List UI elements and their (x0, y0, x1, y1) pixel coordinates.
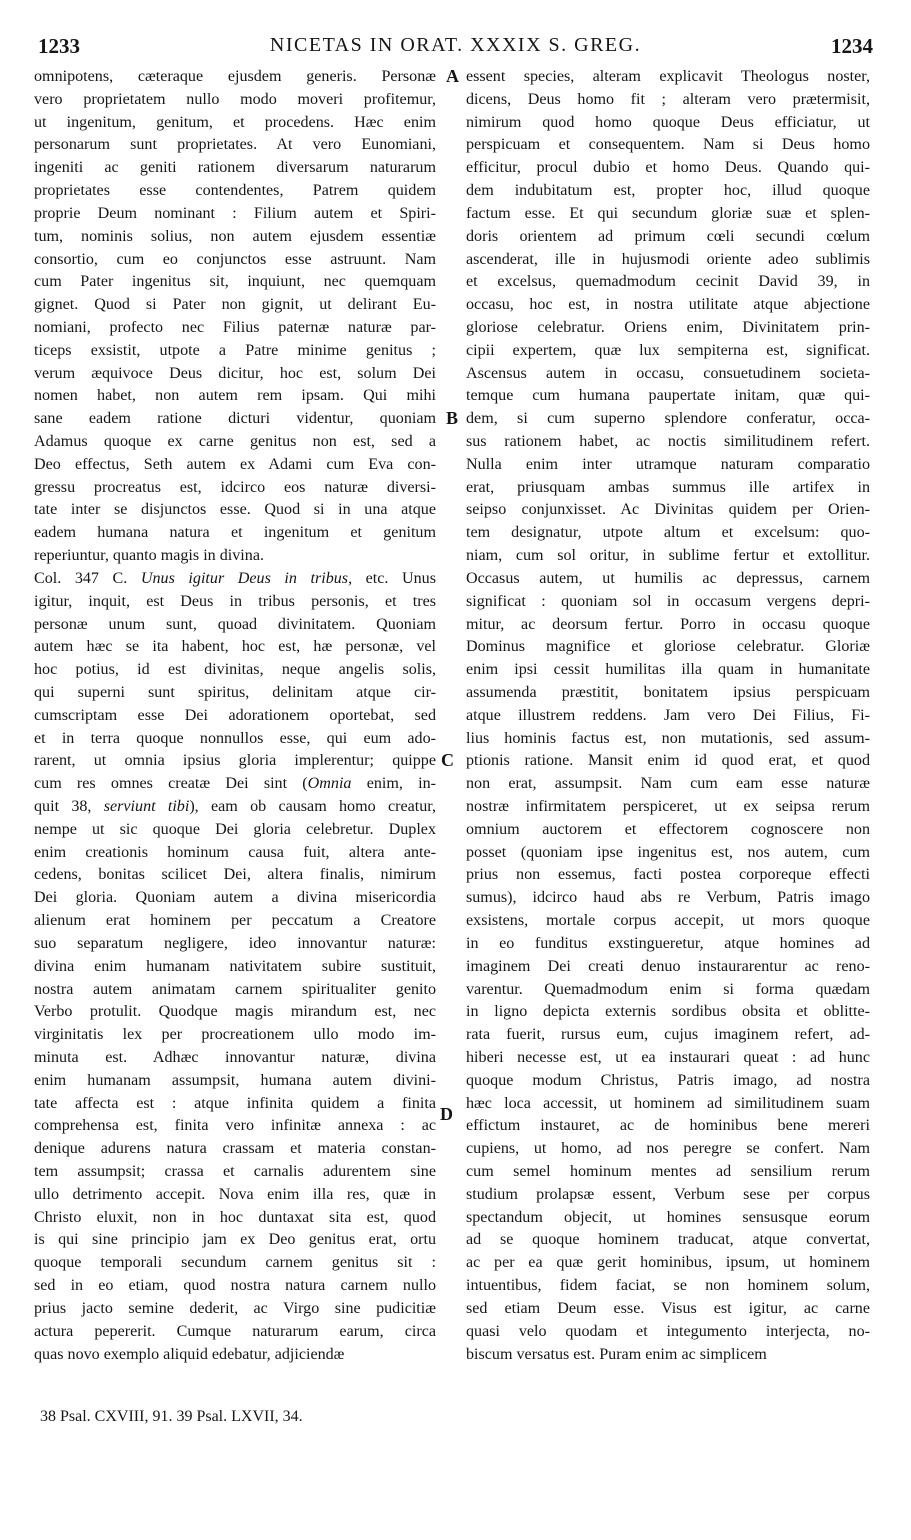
text-line: quasi velo quodam et integumento interjecta, no- (466, 1322, 870, 1340)
text-line: prius jacto semine dederit, ac Virgo sine pudicitiæ (34, 1299, 436, 1317)
text-line: essent species, alteram explicavit Theologus noster, (466, 68, 870, 85)
text-line: ullo detrimento accepit. Nova enim illa res, quæ in (34, 1185, 436, 1203)
margin-marker-c: C (441, 750, 454, 770)
left-column (34, 66, 436, 1366)
text-line: et in terra quoque nonnullos esse, qui eum ado- (34, 729, 436, 747)
text-line: personæ unum sunt, quoad divinitatem. Quoniam (34, 615, 436, 633)
text-line: hoc potius, id est divinitas, neque angelis solis, (34, 661, 436, 679)
text-line: dicens, Deus homo fit ; alteram vero prætermisit, (466, 90, 870, 108)
text-line: minuta est. Adhæc innovantur naturæ, divina (34, 1048, 436, 1066)
text-line: seipso conjunxisset. Ac Divinitas quidem per Orien- (466, 501, 870, 519)
text-line: divina enim humanam nativitatem subire sustituit, (34, 957, 436, 975)
text-line: sane eadem ratione dicturi videntur, quoniam (34, 410, 436, 428)
text-line: tate affecta est : atque infinita quidem a finita (34, 1094, 436, 1112)
text-line: hiberi necesse est, ut ea instaurari queat : ad hunc (466, 1048, 870, 1066)
text-line: enim humanam assumpsit, humana autem divini- (34, 1071, 436, 1089)
text-line: proprie Deum nominant : Filium autem et Spiri- (34, 204, 436, 222)
text-line: rata fuerit, rursus eum, cujus imaginem refert, ad- (466, 1026, 870, 1044)
text-line: qui superni sunt spiritus, delinitam atque cir- (34, 683, 436, 701)
text-line: occasu, hoc est, in nostra utilitate atque abjectione (466, 296, 870, 314)
text-line: quoque temporali secundum carnem genitus sit : (34, 1254, 436, 1272)
text-line: varentur. Quemadmodum enim si forma quædam (466, 980, 870, 998)
text-line: perspicuam et consequentem. Nam si Deus homo (466, 136, 870, 154)
text-line: cipii expertem, quæ lux sempiterna est, significat. (466, 341, 870, 359)
text-line: posset (quoniam ipse ingenitus est, nos autem, cum (466, 843, 870, 861)
running-header (38, 34, 873, 64)
margin-marker-a: A (446, 66, 459, 86)
page-number-left: 1233 (38, 34, 80, 58)
text-line: ingeniti ac geniti rationem diversarum naturarum (34, 159, 436, 177)
text-line: nostra autem animatam carnem spiritualiter genito (34, 980, 436, 998)
text-line: dem indubitatum est, propter hoc, illud quoque (466, 182, 870, 200)
text-line: Christo eluxit, non in hoc duntaxat sita est, quod (34, 1208, 436, 1226)
text-line: quoque modum Christus, Patris imago, ad nostra (466, 1071, 870, 1089)
text-line: verum æquivoce Deus dicitur, hoc est, solum Dei (34, 364, 436, 382)
text-line: enim ipsi cessit humilitas illa quam in humanitate (466, 661, 870, 679)
text-line: Nulla enim inter utramque naturam comparatio (466, 455, 870, 473)
text-line: sed in eo etiam, quod nostra natura carnem nullo (34, 1277, 436, 1295)
text-line: quas novo exemplo aliquid edebatur, adjiciendæ (34, 1345, 345, 1363)
text-line: nempe ut sic quoque Dei gloria celebretur. Duplex (34, 820, 436, 838)
text-line: hæc loca accessit, ut hominem ad similitudinem suam (466, 1094, 870, 1112)
text-line: personarum sunt proprietates. At vero Eunomiani, (34, 136, 436, 154)
text-line: consortio, cum eo conjunctos esse astruunt. Nam (34, 250, 436, 268)
text-line: gressu procreatus est, idcirco eos naturæ diversi- (34, 478, 436, 496)
text-line: Adamus quoque ex carne genitus non est, sed a (34, 433, 436, 450)
text-line: cedens, bonitas scilicet Dei, altera finalis, nimirum (34, 866, 436, 884)
text-line: actura pepererit. Cumque naturarum earum, circa (34, 1322, 436, 1340)
text-line: omnium auctorem et effectorem cognoscere non (466, 820, 870, 838)
text-line: mitur, ac deorsum fertur. Porro in occasu quoque (466, 615, 870, 633)
text-line: non erat, assumpsit. Nam cum eam esse naturæ (466, 775, 870, 793)
margin-marker-d: D (440, 1104, 453, 1124)
text-line: is qui sine principio jam ex Deo genitus erat, ortu (34, 1231, 436, 1249)
text-line: efficitur, procul dubio et homo Deus. Quando qui- (466, 159, 870, 177)
text-line: Ascensus autem in occasu, consuetudinem societa- (466, 364, 870, 382)
text-line: nimirum quod homo quoque Deus efficiatur, ut (466, 113, 870, 131)
text-line: omnipotens, cæteraque ejusdem generis. Personæ (34, 68, 436, 85)
text-line: proprietates esse contendentes, Patrem quidem (34, 182, 436, 200)
text-line: tum, nominis solius, non autem ejusdem essentiæ (34, 227, 436, 245)
text-line: cum Pater ingenitus sit, inquiunt, nec quemquam (34, 273, 436, 291)
text-line: doris orientem ad primum cœli secundi cœlum (466, 227, 870, 245)
page-number-right: 1234 (831, 34, 873, 58)
text-line: virginitatis lex per procreationem ullo modo im- (34, 1026, 436, 1044)
text-line: significat : quoniam sol in occasum vergens depri- (466, 592, 870, 610)
text-line: lius hominis factus est, non mutationis, sed assum- (466, 729, 870, 747)
text-line: cum res omnes creatæ Dei sint (Omnia enim, in- (34, 775, 436, 793)
text-line: cum semel hominum mentes ad sensilium rerum (466, 1163, 870, 1180)
text-line: biscum versatus est. Puram enim ac simplicem (466, 1345, 767, 1363)
text-line: imaginem Dei creati denuo instaurarentur ac reno- (466, 957, 870, 975)
text-line: sus rationem habet, ac noctis similitudinem refert. (466, 433, 870, 450)
text-line: ad se quoque hominem traducat, atque convertat, (466, 1231, 870, 1249)
text-line: effictum instauret, ac de hominibus bene mereri (466, 1117, 870, 1135)
text-line: niam, cum sol oritur, in sublime fertur et extollitur. (466, 547, 870, 565)
right-column (466, 66, 870, 1366)
text-line: studium prolapsæ essent, Verbum sese per corpus (466, 1185, 870, 1203)
text-line: vero proprietatem nullo modo moveri profitemur, (34, 90, 436, 108)
text-line: quit 38, serviunt tibi), eam ob causam homo creatur, (34, 798, 436, 815)
text-line: comprehensa est, finita vero infinitæ annexa : ac (34, 1117, 436, 1135)
text-line: nomen habet, non autem rem ipsam. Qui mihi (34, 387, 436, 405)
text-line: in ligno depicta externis sordibus obsita et oblitte- (466, 1003, 870, 1021)
text-line: in eo funditus exstingueretur, atque homines ad (466, 934, 870, 952)
margin-marker-b: B (446, 408, 459, 428)
text-line: Col. 347 C. Unus igitur Deus in tribus, etc. Unus (34, 569, 436, 587)
text-line: Dominus magnifice et gloriose celebratur. Gloriæ (466, 638, 870, 656)
text-line: ut ingenitum, genitum, et procedens. Hæc enim (34, 113, 436, 131)
text-line: spectandum objecit, ut homines sensusque eorum (466, 1208, 870, 1226)
text-line: prius non essemus, facti postea corporeque effecti (466, 866, 870, 884)
text-line: intuentibus, fidem faciat, se non hominem solum, (466, 1277, 870, 1295)
text-line: exsistens, mortale corpus accepit, ut mors quoque (466, 912, 870, 930)
text-line: tem designatur, utpote altum et excelsum: quo- (466, 524, 870, 542)
text-line: gignet. Quod si Pater non gignit, ut delirant Eu- (34, 296, 436, 314)
text-line: Dei gloria. Quoniam autem a divina misericordia (34, 889, 436, 907)
text-line: nostræ infirmitatem perspiceret, ut ex seipsa rerum (466, 798, 870, 815)
text-line: gloriose celebratur. Oriens enim, Divinitatem prin- (466, 318, 870, 336)
text-line: autem hæc se ita habent, hoc est, hæ personæ, vel (34, 638, 436, 656)
text-line: atque illustrem reddens. Jam vero Dei Filius, Fi- (466, 706, 870, 724)
text-line: erat, priusquam ambas summus ille artifex in (466, 478, 870, 496)
text-line: factum esse. Et qui secundum gloriæ suæ et splen- (466, 204, 870, 222)
text-line: denique adurens natura crassam et materia constan- (34, 1140, 436, 1158)
text-line: dem, si cum superno splendore conferatur, occa- (466, 410, 870, 428)
text-line: sed etiam Deum esse. Visus est igitur, ac carne (466, 1299, 870, 1317)
footnotes: 38 Psal. CXVIII, 91. 39 Psal. LXVII, 34. (40, 1408, 303, 1425)
text-line: reperiuntur, quanto magis in divina. (34, 547, 264, 565)
running-title: NICETAS IN ORAT. XXXIX S. GREG. (269, 34, 642, 56)
text-line: rarent, ut omnia ipsius gloria implerentur; quippe (34, 752, 436, 770)
text-line: suo separatum negligere, ideo innovantur naturæ: (34, 934, 436, 952)
text-line: tem assumpsit; crassa et carnalis adurentem sine (34, 1163, 436, 1180)
text-line: assumenda præstitit, bonitatem ipsius perspicuam (466, 683, 870, 701)
text-line: alienum erat hominem per peccatum a Creatore (34, 912, 436, 930)
text-line: sumus), idcirco haud abs re Verbum, Patris imago (466, 889, 870, 907)
text-line: tate inter se disjunctos esse. Quod si in una atque (34, 501, 436, 519)
text-line: ascenderat, ille in hujusmodi oriente adeo sublimis (466, 250, 870, 268)
text-line: temque cum humana paupertate initam, quæ qui- (466, 387, 870, 405)
text-line: Deo effectus, Seth autem ex Adami cum Eva con- (34, 455, 436, 473)
text-line: et excelsus, quemadmodum cecinit David 39, in (466, 273, 870, 291)
text-line: enim creationis hominum causa fuit, altera ante- (34, 843, 436, 861)
text-line: nomiani, profecto nec Filius paternæ naturæ par- (34, 318, 436, 336)
text-line: eadem humana natura et ingenitum et genitum (34, 524, 436, 542)
text-line: Occasus autem, ut humilis ac depressus, carnem (466, 569, 870, 587)
text-line: ticeps exsistit, utpote a Patre minime genitus ; (34, 341, 436, 359)
text-line: cumscriptam esse Dei adorationem oportebat, sed (34, 706, 436, 724)
text-line: igitur, inquit, est Deus in tribus personis, et tres (34, 592, 436, 610)
text-line: Verbo protulit. Quodque magis mirandum est, nec (34, 1003, 436, 1021)
text-line: cupiens, ut homo, ad nos peregre se confert. Nam (466, 1140, 870, 1158)
text-line: ptionis ratione. Mansit enim id quod erat, et quod (466, 752, 870, 770)
text-line: ac per ea quæ gerit hominibus, ipsum, ut hominem (466, 1254, 870, 1272)
